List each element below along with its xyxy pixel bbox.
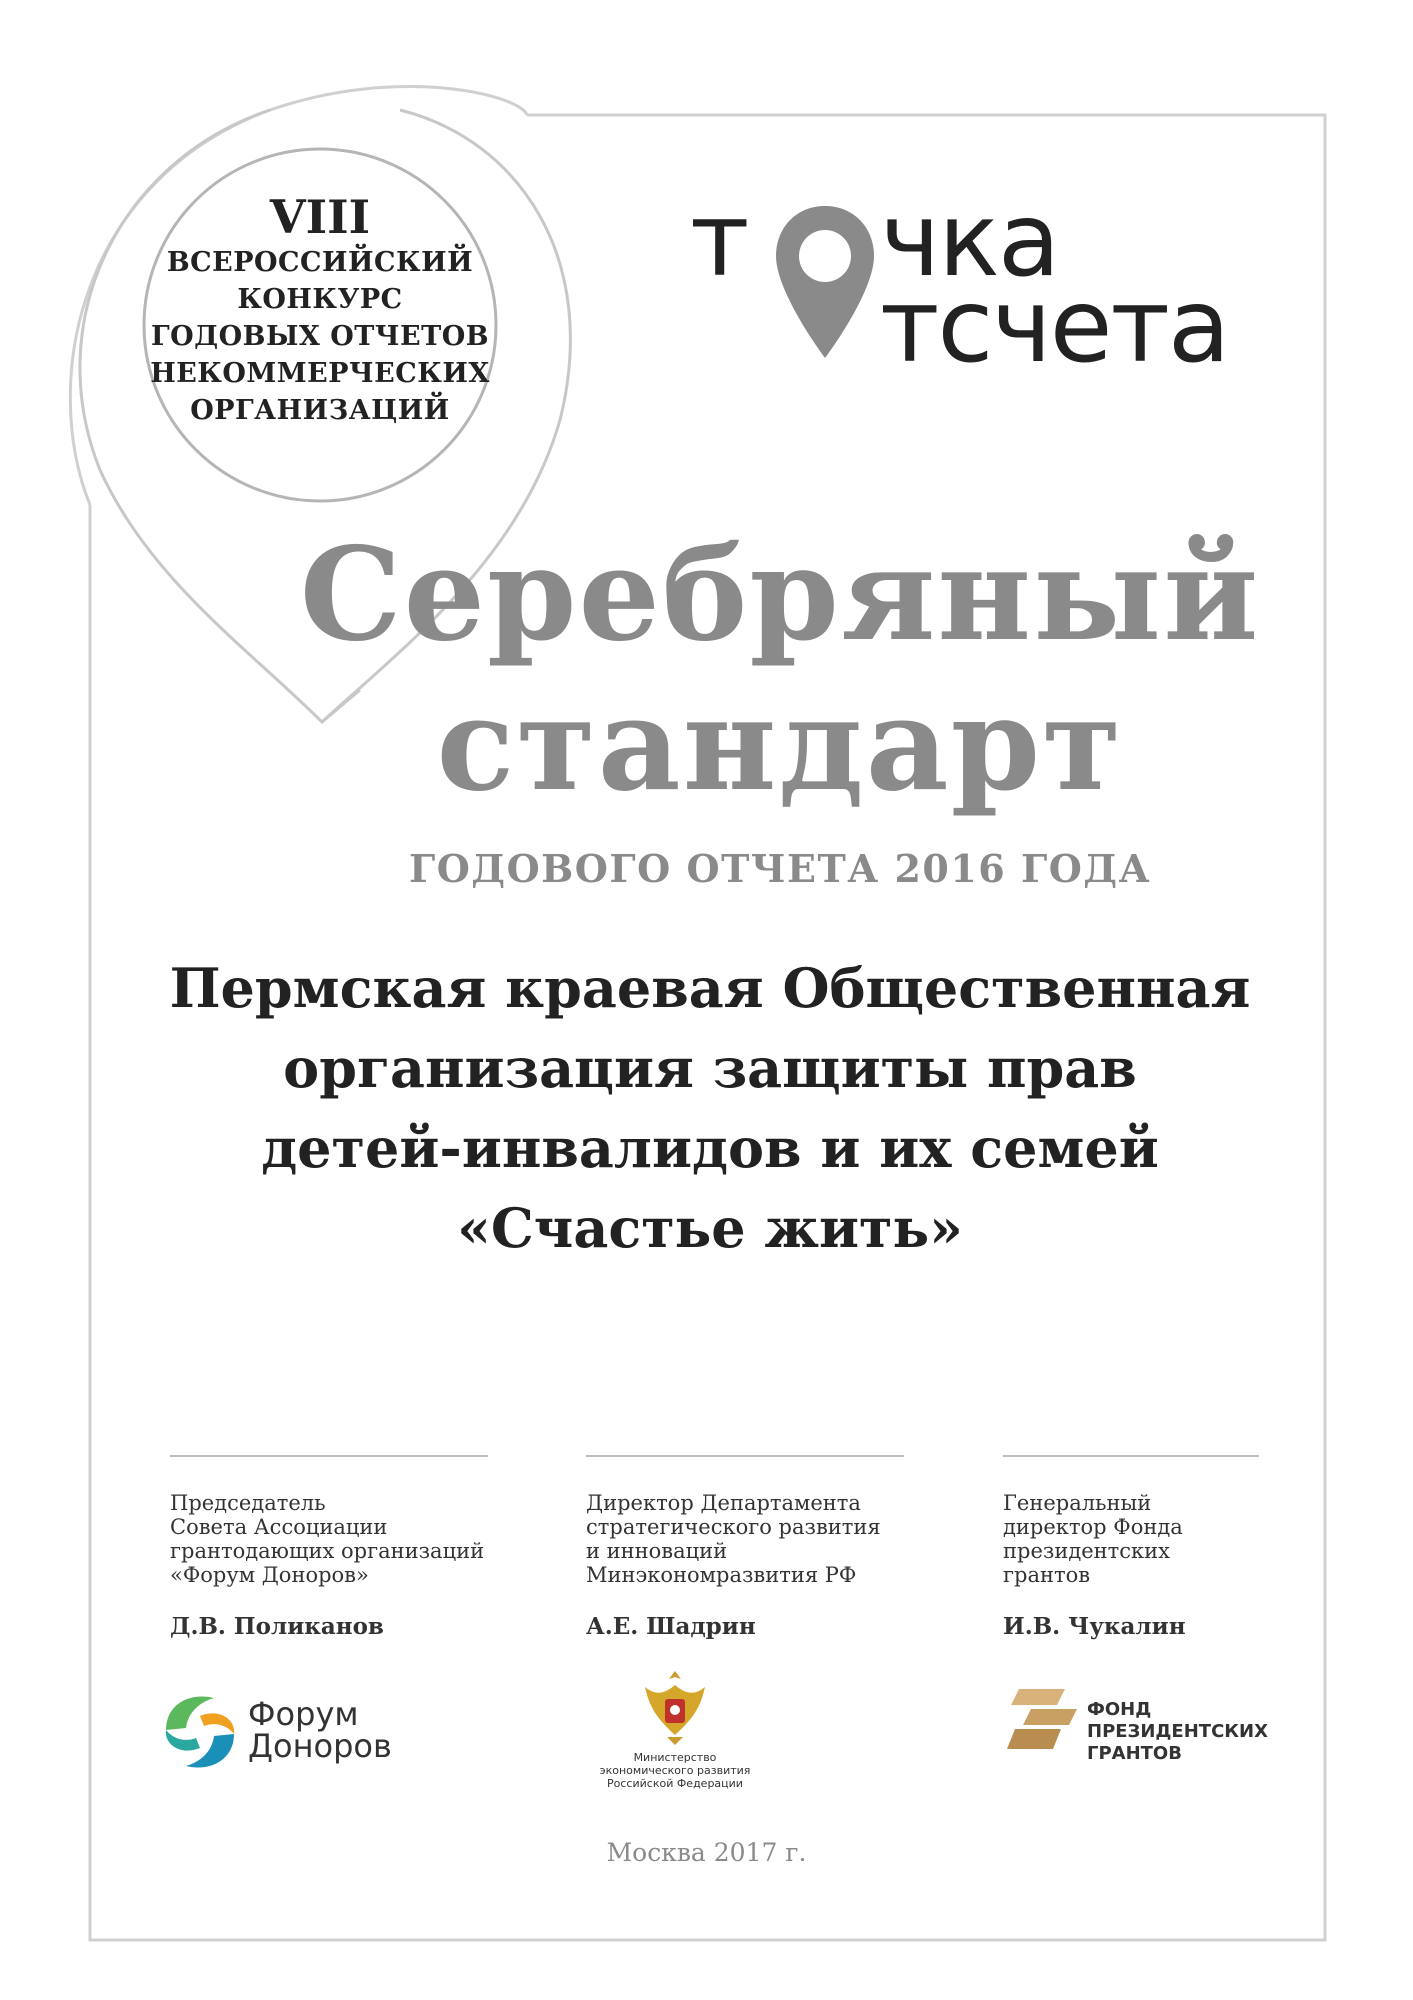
forum-logo-line1: Форум <box>248 1695 359 1733</box>
organization-line: детей-инвалидов и их семей <box>261 1116 1159 1180</box>
role-line: стратегического развития <box>586 1515 881 1539</box>
brand-logo <box>690 181 1250 386</box>
role-line: Совета Ассоциации <box>170 1515 388 1539</box>
signatory-role <box>586 1491 916 1587</box>
signatory-3 <box>1003 1455 1333 1640</box>
signatory-role <box>1003 1491 1333 1587</box>
forum-logo-line2: Доноров <box>248 1727 392 1765</box>
ministry-logo-line3: Российской Федерации <box>607 1777 743 1790</box>
award-title-line1: Серебряный <box>299 520 1261 670</box>
role-line: Генеральный <box>1003 1491 1152 1515</box>
fund-emblem-icon <box>1005 1685 1081 1755</box>
brand-line1-suffix: чка <box>880 181 1059 300</box>
signatory-name: И.В. Чукалин <box>1003 1613 1186 1640</box>
signature-rule <box>586 1455 904 1457</box>
badge-line: КОНКУРС <box>237 284 403 315</box>
role-line: Председатель <box>170 1491 326 1515</box>
badge-line: ВСЕРОССИЙСКИЙ <box>166 247 474 278</box>
brand-line2-suffix: тсчета <box>880 267 1229 386</box>
role-line: и инноваций <box>586 1539 728 1563</box>
ministry-logo-line1: Министерство <box>633 1751 717 1764</box>
brand-line1-prefix: т <box>690 181 748 300</box>
role-line: Минэкономразвития РФ <box>586 1563 857 1587</box>
contest-badge <box>130 190 510 429</box>
role-line: «Форум Доноров» <box>170 1563 369 1587</box>
hands-icon <box>160 1690 240 1774</box>
fund-logo-line1: ФОНД <box>1087 1699 1152 1720</box>
city-year: Москва 2017 г. <box>606 1838 807 1867</box>
signatory-name: А.Е. Шадрин <box>586 1613 756 1640</box>
ministry-logo-line2: экономического развития <box>599 1764 751 1777</box>
role-line: президентских <box>1003 1539 1171 1563</box>
fund-logo <box>1005 1685 1295 1785</box>
organization-name <box>100 948 1320 1268</box>
signature-rule <box>170 1455 488 1457</box>
forum-donorov-logo <box>160 1690 400 1780</box>
role-line: грантодающих организаций <box>170 1539 485 1563</box>
signatory-role <box>170 1491 500 1587</box>
fund-logo-line3: ГРАНТОВ <box>1087 1743 1182 1764</box>
ministry-logo <box>560 1665 790 1795</box>
location-pin-icon <box>770 198 880 368</box>
signatory-name: Д.В. Поликанов <box>170 1613 384 1640</box>
badge-line: ГОДОВЫХ ОТЧЕТОВ <box>150 321 490 352</box>
signatory-1 <box>170 1455 500 1640</box>
organization-line: Пермская краевая Общественная <box>169 956 1251 1020</box>
contest-number: VIII <box>269 190 371 244</box>
signature-rule <box>1003 1455 1259 1457</box>
organization-line: «Счастье жить» <box>457 1196 963 1260</box>
award-subtitle: ГОДОВОГО ОТЧЕТА 2016 ГОДА <box>408 846 1152 891</box>
award-title-line2: стандарт <box>436 670 1124 820</box>
signatory-2 <box>586 1455 916 1640</box>
organization-line: организация защиты прав <box>283 1036 1137 1100</box>
badge-line: НЕКОММЕРЧЕСКИХ <box>150 358 490 389</box>
role-line: грантов <box>1003 1563 1091 1587</box>
coat-of-arms-icon <box>635 1665 715 1749</box>
role-line: Директор Департамента <box>586 1491 861 1515</box>
role-line: директор Фонда <box>1003 1515 1183 1539</box>
award-title <box>280 520 1280 820</box>
badge-line: ОРГАНИЗАЦИЙ <box>190 395 450 426</box>
fund-logo-line2: ПРЕЗИДЕНТСКИХ <box>1087 1721 1268 1742</box>
